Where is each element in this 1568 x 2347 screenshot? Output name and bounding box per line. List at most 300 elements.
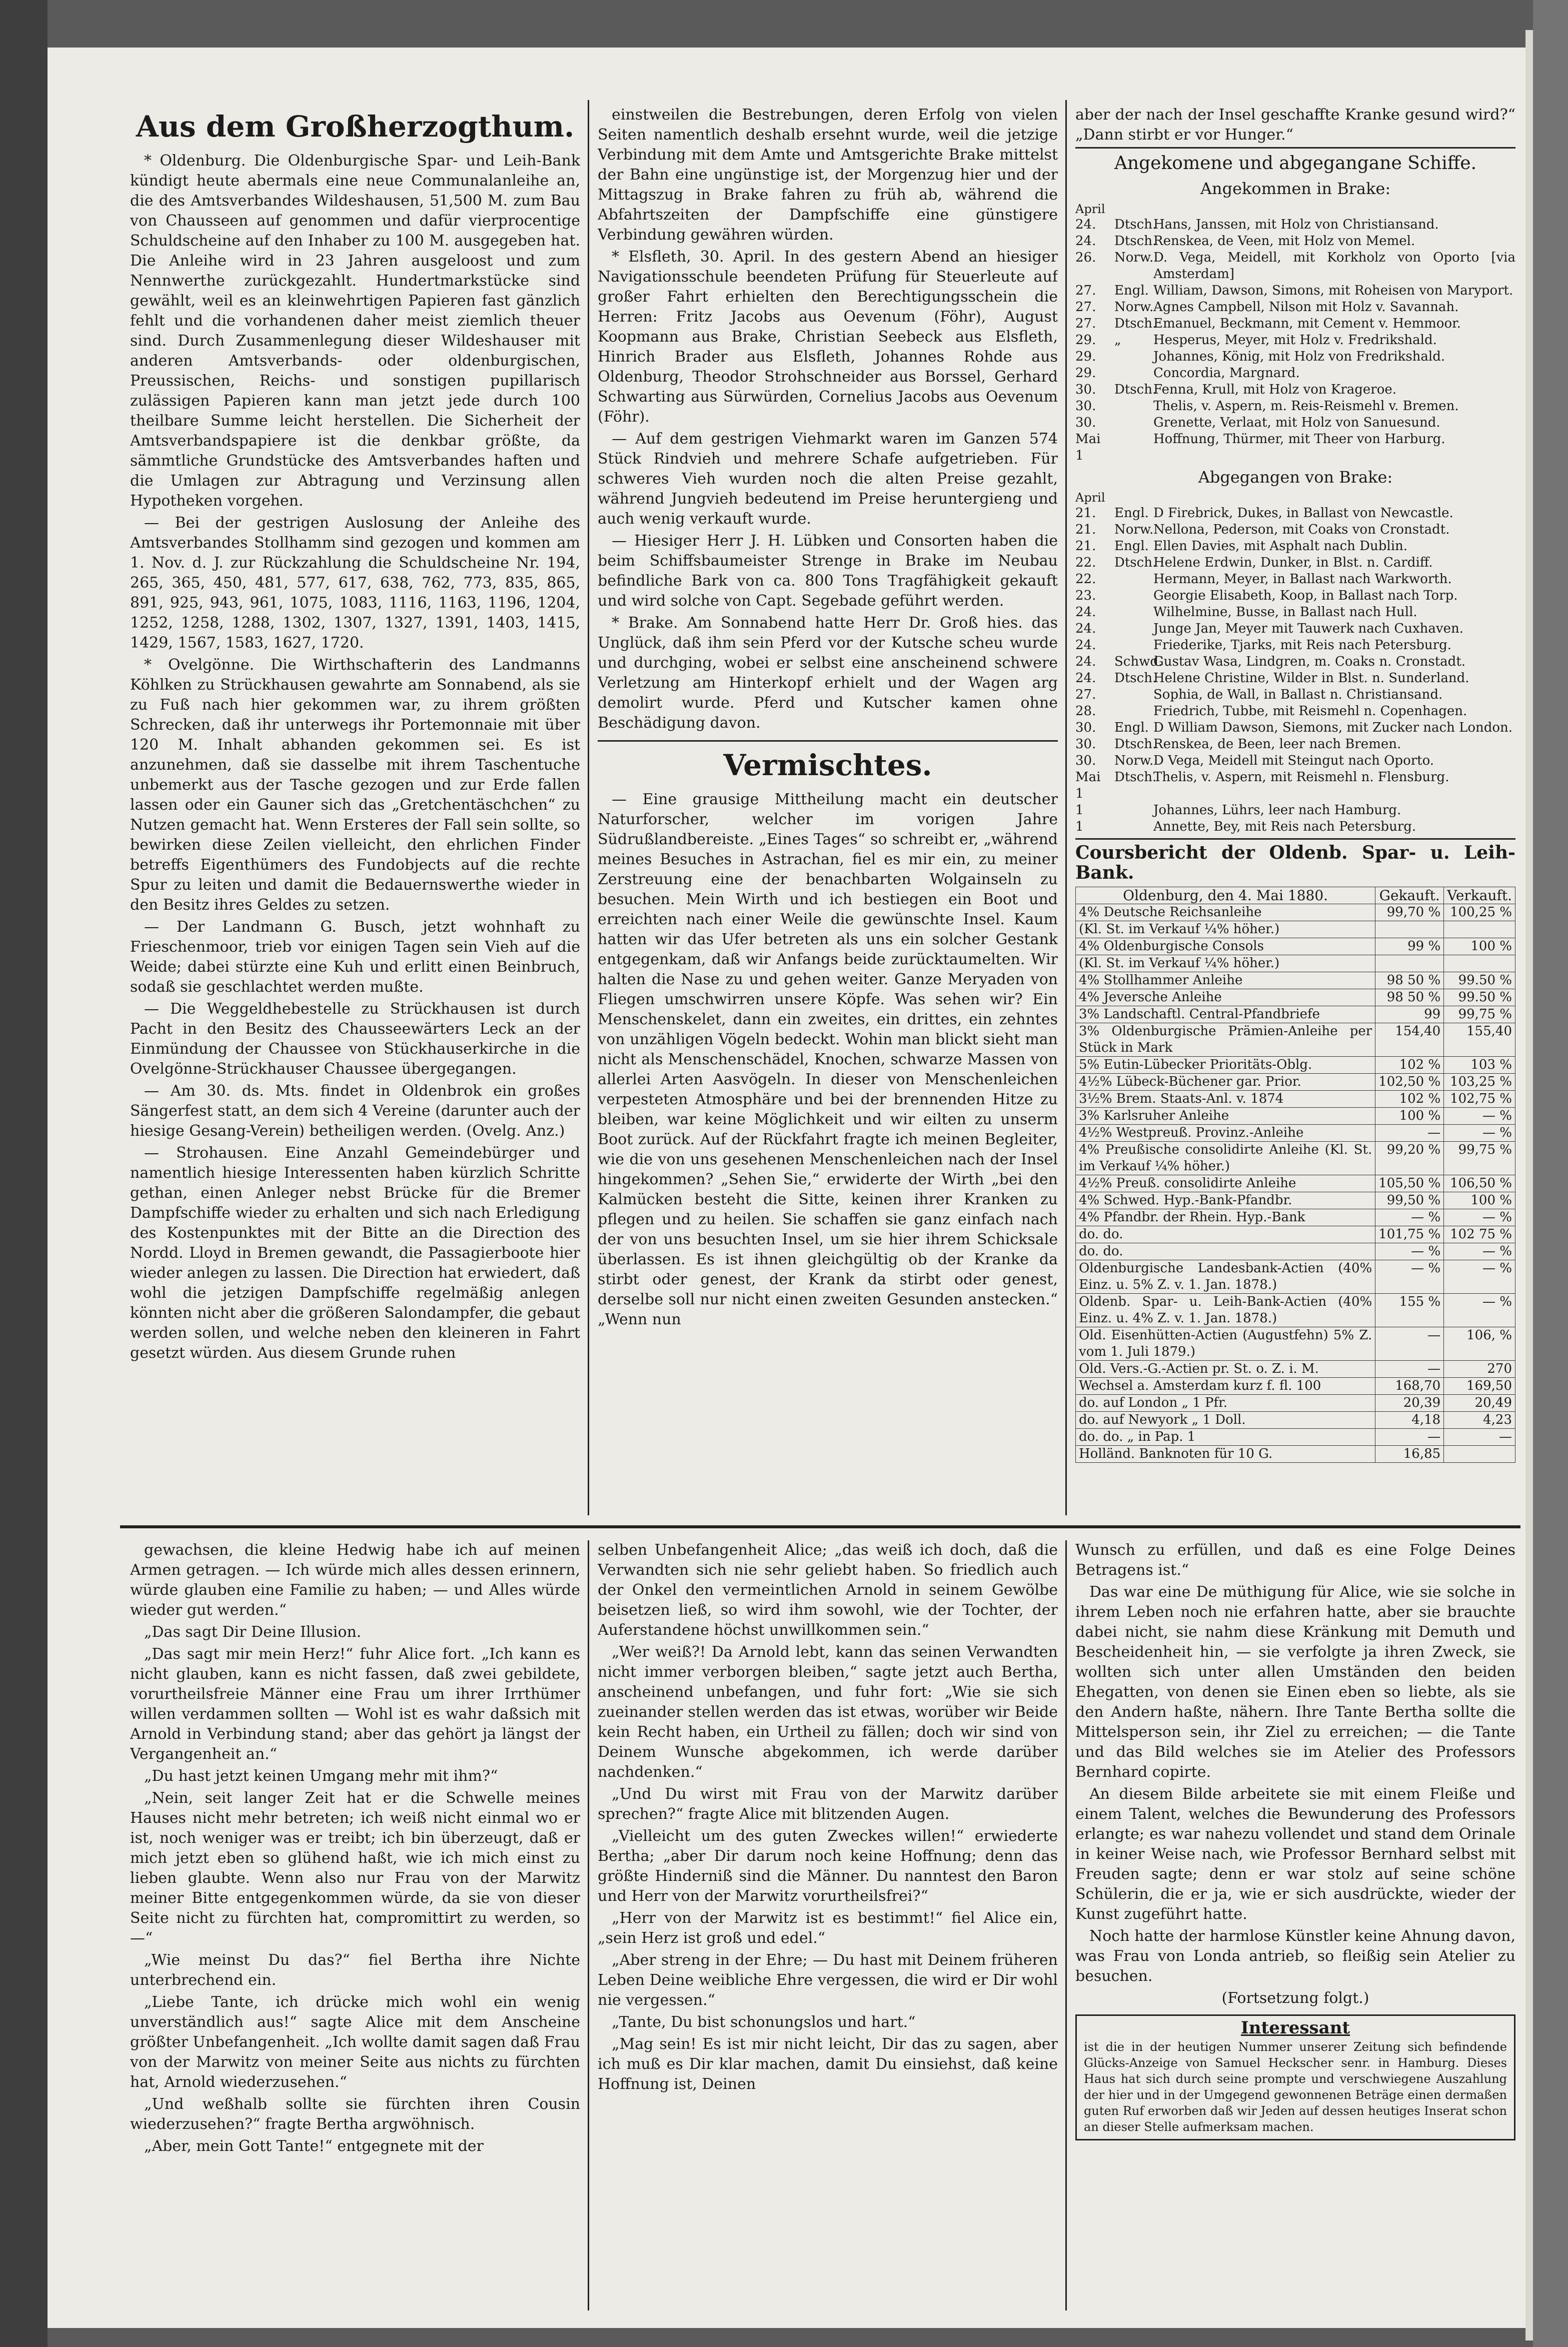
ship-detail: Johannes, Lührs, leer nach Hamburg.	[1153, 803, 1401, 818]
arrived-heading: Angekommen in Brake:	[1200, 179, 1391, 198]
column-rule-4	[1065, 1540, 1067, 2310]
story-paragraph: „Du hast jetzt keinen Umgang mehr mit ihm?“	[144, 1767, 498, 1785]
ship-detail: D William Dawson, Siemons, mit Zucker nach London.	[1153, 720, 1513, 735]
ship-row	[1075, 431, 1515, 464]
ship-date: 29.	[1075, 349, 1096, 364]
kurs-security: Old. Vers.-G.-Actien pr. St. o. Z. i. M.	[1076, 1361, 1375, 1378]
kurs-sold	[1444, 921, 1515, 938]
kurs-header-row	[1076, 887, 1515, 904]
story-paragraph: „Das sagt Dir Deine Illusion.	[144, 1623, 362, 1641]
ship-row	[1075, 571, 1515, 588]
ship-row	[1075, 217, 1515, 233]
kurs-bought: —	[1375, 1125, 1444, 1142]
ship-row	[1075, 769, 1515, 802]
kurs-sold: 100,25 %	[1444, 904, 1515, 921]
kurs-sold: 102 75 %	[1444, 1226, 1515, 1243]
kurs-sold: — %	[1444, 1125, 1515, 1142]
ship-row	[1075, 819, 1515, 835]
kurs-sold: 106,50 %	[1444, 1175, 1515, 1192]
advert-box	[1075, 2014, 1515, 2140]
article-paragraph: — Eine grausige Mittheilung macht ein deutscher Naturforscher, welcher im vorigen Jahre Südrußlandbereiste. „Eines Tages“ so schreibt er, „während meines Besuches in Astrachan, fiel es mir ein, zu meiner Zerstreuung eine der benachbarten Wolgainseln zu besuchen. Mein Wirth und ich bestiegen ein Boot und erreichten nach einer Weile die gewünschte Insel. Kaum hatten wir das Ufer betreten als uns ein solcher Gestank entgegenkam, daß wir Anfangs beide zurücktaumelten. Wir halten die Nase zu und gehen weiter. Ganze Meryaden von Fliegen umschwirren unsere Köpfe. Was sehen wir? Ein Menschenskelet, dann ein zweites, ein drittes, ein zehntes von unzähligen Vögeln bedeckt. Wohin man blickt sieht man nicht als Menschenschädel, Knochen, schwarze Massen von allerlei Arten Aasvögeln. In dieser von Menschenleichen verpesteten Atmosphäre und bei der brennenden Hitze zu bleiben, war keine Möglichkeit und wir eilten zu unserm Boot zurück. Auf der Rückfahrt fragte ich meinen Begleiter, wie die von uns gesehenen Menschenleichen nach der Insel hingekommen? „Sehen Sie,“ erwiderte der Wirth „bei den Kalmücken besteht die Sitte, keinen ihrer Kranken zu pflegen und zu heilen. Sie schaffen sie ganz einfach nach der von uns besuchten Insel, um sie hier ihrem Schicksale überlassen. Es ist ihnen gleichgültig ob der Kranke da stirbt oder genest, der Krank da stirbt oder genest, derselbe soll nur nicht einen zweiten Gesunden anstecken.“ „Wenn nun	[598, 791, 1058, 1328]
kurs-security: Oldenburgische Landesbank-Actien (40% Einz. u. 5% Z. v. 1. Jan. 1878.)	[1076, 1260, 1375, 1294]
kurs-col-sold: Verkauft.	[1444, 887, 1515, 904]
ship-detail: Agnes Campbell, Nilson mit Holz v. Savannah.	[1153, 300, 1459, 315]
ship-detail: Friedrich, Tubbe, mit Reismehl n. Copenhagen.	[1153, 704, 1467, 719]
ship-date: 24.	[1075, 217, 1096, 232]
ship-date: 24.	[1075, 605, 1096, 620]
ship-flag	[1114, 349, 1149, 365]
article-divider	[1075, 147, 1515, 149]
article-paragraph: — Strohausen. Eine Anzahl Gemeindebürger und namentlich hiesige Interessenten haben kürzlich Schritte gethan, einen Anleger nebst Brücke für die Bremer Dampfschiffe wieder zu erhalten und sich nach Erledigung des Kostenpunktes mit der Bitte an die Direction des Nordd. Lloyd in Bremen gewandt, die Passagierboote hier wieder anlegen zu lassen. Die Direction hat erwiedert, daß wohl die jetzigen Dampfschiffe regelmäßig anlegen könnten nicht aber die größeren Salondampfer, die gebaut werden sollen, und welche neben den kleineren in Fahrt gesetzt würden. Aus diesem Grunde ruhen	[130, 1144, 580, 1362]
kurs-security: 4½% Preuß. consolidirte Anleihe	[1076, 1175, 1375, 1192]
ship-row	[1075, 522, 1515, 538]
kurs-bought: 102,50 %	[1375, 1074, 1444, 1091]
ship-flag	[1114, 604, 1149, 621]
ship-date: 29.	[1075, 333, 1096, 348]
ship-flag: Dtsch.	[1114, 234, 1157, 249]
kurs-sold: 20,49	[1444, 1395, 1515, 1412]
feuilleton-column-1	[130, 1540, 580, 2310]
ship-date: Mai 1	[1075, 770, 1101, 801]
article-paragraph: aber der nach der Insel geschaffte Kranke gesund wird?“ „Dann stirbt er vor Hunger.“	[1075, 106, 1515, 144]
ship-row	[1075, 802, 1515, 819]
ship-row	[1075, 720, 1515, 736]
story-paragraph: „Nein, seit langer Zeit hat er die Schwelle meines Hauses nicht mehr betreten; ich weiß nicht einmal wo er ist, noch weniger was er treibt; ich bin überzeugt, daß er mich jetzt eben so glühend haßt, wie ich mich einst zu lieben glaubte. Wenn also nur Frau von der Marwitz meiner Bitte entgegenkommen würde, da sie von dieser Seite nicht zu fürchten hat, compromittirt zu werden, so —“	[130, 1789, 580, 1947]
article-divider	[598, 740, 1058, 742]
ship-detail: Hermann, Meyer, in Ballast nach Warkworth.	[1153, 572, 1452, 587]
ship-detail: D Vega, Meidell mit Steingut nach Oporto.	[1153, 753, 1434, 768]
story-paragraph: „Aber streng in der Ehre; — Du hast mit Deinem früheren Leben Deine weibliche Ehre vergessen, die wird er Dir wohl nie vergessen.“	[598, 1951, 1058, 2009]
ship-flag: „	[1114, 333, 1121, 348]
ship-date: 30.	[1075, 382, 1096, 397]
kurs-row	[1076, 1327, 1515, 1361]
kurs-sold: 102,75 %	[1444, 1091, 1515, 1108]
kurs-security: 4% Stollhammer Anleihe	[1076, 972, 1375, 989]
ship-flag: Dtsch.	[1114, 217, 1157, 232]
kurs-bought: — %	[1375, 1209, 1444, 1226]
ship-row	[1075, 703, 1515, 720]
ship-date: 30.	[1075, 415, 1096, 430]
ship-flag: Engl.	[1114, 283, 1149, 298]
ship-detail: Fenna, Krull, mit Holz von Krageroe.	[1153, 382, 1397, 397]
ship-detail: Grenette, Verlaat, mit Holz von Sanuesund.	[1153, 415, 1440, 430]
kurs-security: 3% Karlsruher Anleihe	[1076, 1108, 1375, 1125]
kurs-security: (Kl. St. im Verkauf ¼% höher.)	[1076, 921, 1375, 938]
kurs-bought: 98 50 %	[1375, 989, 1444, 1006]
kurs-security: 3% Landschaftl. Central-Pfandbriefe	[1076, 1006, 1375, 1023]
ship-row	[1075, 687, 1515, 703]
article-paragraph: — Die Weggeldhebestelle zu Strückhausen ist durch Pacht in den Besitz des Chausseewärters Leck an der Einmündung der Chaussee von Stückhauserkirche in die Ovelgönne-Strückhauser Chaussee übergegangen.	[130, 1000, 580, 1078]
kurs-sold: 100 %	[1444, 938, 1515, 955]
ship-row	[1075, 621, 1515, 637]
ship-flag	[1114, 802, 1149, 819]
ship-flag: Dtsch.	[1114, 316, 1157, 331]
ship-flag: Schwd.	[1114, 654, 1163, 669]
story-paragraph: „Tante, Du bist schonungslos und hart.“	[612, 2013, 916, 2031]
to-be-continued: (Fortsetzung folgt.)	[1221, 1989, 1369, 2007]
ship-row	[1075, 415, 1515, 431]
ship-date: 30.	[1075, 399, 1096, 414]
ship-date: 22.	[1075, 572, 1096, 587]
kurs-security: do. auf London „ 1 Pfr.	[1076, 1395, 1375, 1412]
ship-flag: Norw.	[1114, 300, 1154, 315]
ship-row	[1075, 349, 1515, 365]
kurs-sold: 169,50	[1444, 1378, 1515, 1395]
kurs-sold	[1444, 1446, 1515, 1463]
kurs-security: (Kl. St. im Verkauf ¼% höher.)	[1076, 955, 1375, 972]
kurs-bought: 20,39	[1375, 1395, 1444, 1412]
ship-row	[1075, 604, 1515, 621]
ship-date: 29.	[1075, 366, 1096, 381]
ship-date: Mai 1	[1075, 432, 1101, 463]
kurs-row	[1076, 921, 1515, 938]
kurs-sold	[1444, 955, 1515, 972]
ship-flag	[1114, 703, 1149, 720]
kurs-row	[1076, 1074, 1515, 1091]
ship-row	[1075, 555, 1515, 571]
kurs-bought: 4,18	[1375, 1412, 1444, 1429]
kurs-security: 4% Preußische consolidirte Anleihe (Kl. St. im Verkauf ¼% höher.)	[1076, 1142, 1375, 1175]
ship-flag	[1114, 621, 1149, 637]
article-paragraph: — Am 30. ds. Mts. findet in Oldenbrok ein großes Sängerfest statt, an dem sich 4 Vereine (darunter auch der hiesige Gesang-Verein) betheiligen werden. (Ovelg. Anz.)	[130, 1082, 580, 1140]
kurs-security: 4½% Westpreuß. Provinz.-Anleihe	[1076, 1125, 1375, 1142]
kurs-security: 4% Deutsche Reichsanleihe	[1076, 904, 1375, 921]
ship-detail: D Firebrick, Dukes, in Ballast von Newcastle.	[1153, 506, 1453, 521]
kurs-row	[1076, 1209, 1515, 1226]
ship-date: 24.	[1075, 654, 1096, 669]
kurs-sold: 99,75 %	[1444, 1006, 1515, 1023]
ship-flag: Engl.	[1114, 720, 1149, 735]
ship-detail: Concordia, Margnard.	[1153, 366, 1300, 381]
kurs-row	[1076, 904, 1515, 921]
kurs-row	[1076, 1175, 1515, 1192]
ship-detail: Sophia, de Wall, in Ballast n. Christiansand.	[1153, 687, 1443, 702]
ship-row	[1075, 382, 1515, 398]
story-paragraph: „Und weßhalb sollte sie fürchten ihren Cousin wiederzusehen?“ fragte Bertha argwöhnisch.	[130, 2095, 580, 2133]
kurs-bought: 101,75 %	[1375, 1226, 1444, 1243]
kurs-date: Oldenburg, den 4. Mai 1880.	[1076, 887, 1375, 904]
kurs-sold: 103 %	[1444, 1057, 1515, 1074]
kurs-bought: 105,50 %	[1375, 1175, 1444, 1192]
ship-detail: Junge Jan, Meyer mit Tauwerk nach Cuxhaven.	[1153, 621, 1463, 636]
column-rule-1	[588, 100, 589, 1515]
ship-row	[1075, 670, 1515, 687]
book-spine	[0, 0, 48, 2347]
ship-detail: Helene Erdwin, Dunker, in Blst. n. Cardiff.	[1153, 555, 1433, 570]
kurs-title: Coursbericht der Oldenb. Spar- u. Leih-Bank.	[1075, 842, 1515, 883]
ship-detail: Johannes, König, mit Holz von Fredrikshald.	[1153, 349, 1445, 364]
ship-flag: Dtsch.	[1114, 555, 1157, 570]
departed-heading: Abgegangen von Brake:	[1198, 468, 1393, 487]
kurs-bought: 99,50 %	[1375, 1192, 1444, 1209]
advert-text: ist die in der heutigen Nummer unserer Zeitung sich befindende Glücks-Anzeige von Samuel Heckscher senr. in Hamburg. Dieses Haus hat sich durch seine prompte und verschwiegene Auszahlung der hier und in der Umgegend gewonnenen Beträge einen dermaßen guten Ruf erworben daß wir Jeden auf dessen heutiges Inserat schon an dieser Stelle aufmerksam machen.	[1084, 2040, 1507, 2134]
ship-detail: Wilhelmine, Busse, in Ballast nach Hull.	[1153, 605, 1417, 620]
ship-flag: Norw.	[1114, 250, 1154, 265]
kurs-row	[1076, 1142, 1515, 1175]
kurs-bought: —	[1375, 1361, 1444, 1378]
story-paragraph: „Aber, mein Gott Tante!“ entgegnete mit der	[144, 2137, 484, 2155]
kurs-security: 3% Oldenburgische Prämien-Anleihe per Stück in Mark	[1076, 1023, 1375, 1057]
ship-date: 30.	[1075, 753, 1096, 768]
ship-row	[1075, 736, 1515, 753]
departed-month: April	[1075, 491, 1105, 505]
ship-date: 21.	[1075, 539, 1096, 554]
kurs-row	[1076, 1260, 1515, 1294]
kurs-bought: 99,20 %	[1375, 1142, 1444, 1175]
feuilleton-column-3	[1075, 1540, 1515, 2310]
ship-date: 23.	[1075, 588, 1096, 603]
column-3	[1075, 105, 1515, 1520]
kurs-security: 3½% Brem. Staats-Anl. v. 1874	[1076, 1091, 1375, 1108]
ship-row	[1075, 365, 1515, 382]
ship-date: 26.	[1075, 250, 1096, 265]
ship-flag: Dtsch.	[1114, 382, 1157, 397]
kurs-row	[1076, 972, 1515, 989]
article-paragraph: — Auf dem gestrigen Viehmarkt waren im Ganzen 574 Stück Rindvieh und mehrere Schafe aufgetrieben. Für schweres Vieh wurden noch die alten Preise gezahlt, während Jungvieh bedeutend im Preise heruntergieng und auch wenig verkauft wurde.	[598, 430, 1058, 528]
kurs-security: do. do.	[1076, 1226, 1375, 1243]
kurs-sold: — %	[1444, 1294, 1515, 1327]
kurs-security: Oldenb. Spar- u. Leih-Bank-Actien (40% Einz. u. 4% Z. v. 1. Jan. 1878.)	[1076, 1294, 1375, 1327]
kurs-bought: — %	[1375, 1260, 1444, 1294]
kurs-sold: 4,23	[1444, 1412, 1515, 1429]
ship-date: 27.	[1075, 300, 1096, 315]
kurs-bought: 100 %	[1375, 1108, 1444, 1125]
ship-detail: Thelis, v. Aspern, m. Reis-Reismehl v. Bremen.	[1153, 399, 1459, 414]
ship-date: 30.	[1075, 720, 1096, 735]
kurs-bought: — %	[1375, 1243, 1444, 1260]
kurs-bought: 99	[1375, 1006, 1444, 1023]
ship-row	[1075, 505, 1515, 522]
ship-detail: Emanuel, Beckmann, mit Cement v. Hemmoor.	[1153, 316, 1461, 331]
ship-date: 24.	[1075, 638, 1096, 653]
article-paragraph: * Oldenburg. Die Oldenburgische Spar- und Leih-Bank kündigt heute abermals eine neue Communalanleihe an, die des Amtsverbandes Wildeshausen, 51,500 M. zum Bau von Chausseen auf genommen und dafür vierprocentige Schuldscheine auf den Inhaber zu 100 M. ausgegeben hat. Die Anleihe wird in 23 Jahren ausgeloost und zum Nennwerthe zurückgezahlt. Hundertmarkstücke sind gewählt, weil es an kleinwehrtigen Papieren fast gänzlich fehlt und die vorhandenen daher meist ziemlich theuer sind. Durch Zusammenlegung dieser Wildeshauser mit anderen Amtsverbands- oder oldenburgischen, Preussischen, Reichs- und sonstigen pupillarisch zulässigen Papieren kann man jetzt jede durch 100 theilbare Summe leicht herstellen. Die Sicherheit der Amtsverbandspapiere ist die denkbar größte, da sämmtliche Grundstücke des Amtsverbandes haften und die Umlagen zur Abtragung und Verzinsung allen Hypotheken vorgehen.	[130, 152, 580, 510]
kurs-security: do. do. „ in Pap. 1	[1076, 1429, 1375, 1446]
ship-row	[1075, 332, 1515, 349]
kurs-row	[1076, 1125, 1515, 1142]
arrived-ship-list	[1075, 217, 1515, 464]
story-paragraph: „Wer weiß?! Da Arnold lebt, kann das seinen Verwandten nicht immer verborgen bleiben,“ sagte jetzt auch Bertha, anscheinend unbefangen, und fuhr fort: „Wie sie sich zueinander stellen werden das ist etwas, worüber wir Beide kein Recht haben, ein Urtheil zu fällen; doch wir sind von Deinem Wunsche abgekommen, ich werde darüber nachdenken.“	[598, 1643, 1058, 1781]
kurs-bought: 98 50 %	[1375, 972, 1444, 989]
ship-flag: Norw.	[1114, 753, 1154, 768]
column-rule-3	[588, 1540, 589, 2310]
ship-detail: D. Vega, Meidell, mit Korkholz von Oporto [via Amsterdam]	[1153, 250, 1515, 282]
ship-detail: Renskea, de Been, leer nach Bremen.	[1153, 737, 1401, 752]
kurs-sold: 99.50 %	[1444, 972, 1515, 989]
kurs-row	[1076, 955, 1515, 972]
kurs-security: Wechsel a. Amsterdam kurz f. fl. 100	[1076, 1378, 1375, 1395]
ship-detail: Thelis, v. Aspern, mit Reismehl n. Flensburg.	[1153, 770, 1449, 785]
ship-flag	[1114, 415, 1149, 431]
ship-detail: Friederike, Tjarks, mit Reis nach Petersburg.	[1153, 638, 1452, 653]
ship-date: 28.	[1075, 704, 1096, 719]
story-paragraph: „Wie meinst Du das?“ fiel Bertha ihre Nichte unterbrechend ein.	[130, 1951, 580, 1989]
kurs-security: Old. Eisenhütten-Actien (Augustfehn) 5% Z. vom 1. Juli 1879.)	[1076, 1327, 1375, 1361]
kurs-row	[1076, 1243, 1515, 1260]
ship-detail: William, Dawson, Simons, mit Roheisen von Maryport.	[1153, 283, 1513, 298]
ship-detail: Nellona, Pederson, mit Coaks von Cronstadt.	[1153, 522, 1450, 537]
kurs-sold: 99,75 %	[1444, 1142, 1515, 1175]
ship-date: 27.	[1075, 316, 1096, 331]
kurs-row	[1076, 1057, 1515, 1074]
ship-flag: Dtsch.	[1114, 737, 1157, 752]
article-paragraph: — Hiesiger Herr J. H. Lübken und Consorten haben die beim Schiffsbaumeister Strenge in Brake im Neubau befindliche Bark von ca. 800 Tons Tragfähigkeit gekauft und wird solche von Capt. Segebade geführt werden.	[598, 532, 1058, 610]
kurs-bought: —	[1375, 1327, 1444, 1361]
kurs-sold: — %	[1444, 1260, 1515, 1294]
feuilleton-column-2	[598, 1540, 1058, 2310]
ship-date: 1	[1075, 803, 1084, 818]
kurs-row	[1076, 1361, 1515, 1378]
kurs-security: 4% Pfandbr. der Rhein. Hyp.-Bank	[1076, 1209, 1375, 1226]
kurs-bought: 16,85	[1375, 1446, 1444, 1463]
ship-row	[1075, 299, 1515, 316]
article-paragraph: einstweilen die Bestrebungen, deren Erfolg von vielen Seiten namentlich deshalb ersehnt wurde, weil die jetzige Verbindung mit dem Amte und Amtsgerichte Brake mittelst der Bahn eine ungünstige ist, der Morgenzug hier und der Mittagszug in Brake fahren zu früh ab, während die Abfahrtszeiten der Dampfschiffe eine günstigere Verbindung gewähren würden.	[598, 106, 1058, 244]
kurs-security: 4½% Lübeck-Büchener gar. Prior.	[1076, 1074, 1375, 1091]
kurs-bought: 102 %	[1375, 1091, 1444, 1108]
story-paragraph: gewachsen, die kleine Hedwig habe ich auf meinen Armen getragen. — Ich würde mich alles dessen erinnern, würde glauben eine Familie zu haben; — und Alles würde wieder gut werden.“	[130, 1541, 580, 1619]
kurs-bought: 168,70	[1375, 1378, 1444, 1395]
kurs-bought: 154,40	[1375, 1023, 1444, 1057]
ship-detail: Annette, Bey, mit Reis nach Petersburg.	[1153, 819, 1416, 834]
story-paragraph: Das war eine De müthigung für Alice, wie sie solche in ihrem Leben noch nie erfahren hatte, aber sie brauchte dabei nicht, sie nahm diese Kränkung mit Demuth und Bescheidenheit hin, — sie verfolgte ja ihren Zweck, sie wollten sich unter allen Umständen den beiden Ehegatten, von denen sie Einen eben so liebte, als sie den Andern haßte, nähern. Ihre Tante Bertha sollte die Mittelsperson sein, ihr Ziel zu erreichen; — die Tante und das Bild welches sie im Atelier des Professors Bernhard copirte.	[1075, 1583, 1515, 1781]
ship-flag: Norw.	[1114, 522, 1154, 537]
story-paragraph: „Und Du wirst mit Frau von der Marwitz darüber sprechen?“ fragte Alice mit blitzenden Augen.	[598, 1785, 1058, 1823]
kurs-sold: — %	[1444, 1243, 1515, 1260]
ship-row	[1075, 753, 1515, 769]
story-paragraph: selben Unbefangenheit Alice; „das weiß ich doch, daß die Verwandten sich nie sehr geliebt haben. So friedlich auch der Onkel den vermeintlichen Arnold in seinem Gewölbe beisetzen ließ, so wird ihm sowohl, wie der Tochter, der Auferstandene höchst unwillkommen sein.“	[598, 1541, 1058, 1639]
kurs-row	[1076, 1192, 1515, 1209]
ship-flag: Engl.	[1114, 539, 1149, 554]
article-paragraph: — Der Landmann G. Busch, jetzt wohnhaft zu Frieschenmoor, trieb vor einigen Tagen sein Vieh auf die Weide; dabei stürzte eine Kuh und erlitt einen Beinbruch, sodaß sie geschlachtet werden mußte.	[130, 918, 580, 996]
ship-row	[1075, 283, 1515, 299]
ship-flag	[1114, 431, 1149, 464]
kurs-bought: 99 %	[1375, 938, 1444, 955]
ship-detail: Georgie Elisabeth, Koop, in Ballast nach Torp.	[1153, 588, 1458, 603]
column-rule-2	[1065, 100, 1067, 1515]
section-heading-grossherzogthum: Aus dem Großherzogthum.	[136, 110, 575, 144]
ship-flag: Dtsch.	[1114, 671, 1157, 686]
kurs-row	[1076, 1006, 1515, 1023]
ship-row	[1075, 398, 1515, 415]
kurs-col-bought: Gekauft.	[1375, 887, 1444, 904]
kurs-row	[1076, 1412, 1515, 1429]
ship-date: 1	[1075, 819, 1084, 834]
ship-row	[1075, 588, 1515, 604]
kurs-bought: 99,70 %	[1375, 904, 1444, 921]
article-paragraph: — Bei der gestrigen Auslosung der Anleihe des Amtsverbandes Stollhamm sind gezogen und kommen am 1. Nov. d. J. zur Rückzahlung die Schuldscheine Nr. 194, 265, 365, 450, 481, 577, 617, 638, 762, 773, 835, 865, 891, 925, 943, 961, 1075, 1083, 1116, 1163, 1196, 1204, 1252, 1258, 1288, 1302, 1307, 1327, 1391, 1403, 1415, 1429, 1567, 1583, 1627, 1720.	[130, 514, 580, 652]
ship-row	[1075, 233, 1515, 250]
section-divider	[120, 1525, 1520, 1528]
ship-row	[1075, 250, 1515, 283]
ship-flag	[1114, 571, 1149, 588]
story-paragraph: „Liebe Tante, ich drücke mich wohl ein wenig unverständlich aus!“ sagte Alice mit dem Anscheine größter Unbefangenheit. „Ich wollte damit sagen daß Frau von der Marwitz von meiner Seite aus nichts zu fürchten hat, Arnold wiederzusehen.“	[130, 1993, 580, 2091]
kurs-bought: 102 %	[1375, 1057, 1444, 1074]
kurs-bought	[1375, 921, 1444, 938]
story-paragraph: „Mag sein! Es ist mir nicht leicht, Dir das zu sagen, aber ich muß es Dir klar machen, damit Du einsiehst, daß keine Hoffnung ist, Deinen	[598, 2035, 1058, 2093]
ship-row	[1075, 316, 1515, 332]
ship-flag: Dtsch.	[1114, 770, 1157, 785]
kurs-security: 4% Schwed. Hyp.-Bank-Pfandbr.	[1076, 1192, 1375, 1209]
ship-flag	[1114, 398, 1149, 415]
article-paragraph: * Elsfleth, 30. April. In des gestern Abend an hiesiger Navigationsschule beendeten Prüfung für Steuerleute auf großer Fahrt erhielten den Berechtigungsschein die Herren: Fritz Jacobs aus Oevenum (Föhr), August Koopmann aus Brake, Christian Seebeck aus Elsfleth, Hinrich Brader aus Elsfleth, Johannes Rohde aus Oldenburg, Theodor Strohschneider aus Borssel, Gerhard Schwarting aus Sürwürden, Cornelius Jacobs aus Oevenum (Föhr).	[598, 248, 1058, 426]
article-paragraph: * Brake. Am Sonnabend hatte Herr Dr. Groß hies. das Unglück, daß ihm sein Pferd vor der Kutsche scheu wurde und durchging, wobei er selbst eine anscheinend schwere Verletzung am Hinterkopf erhielt und der Wagen arg demolirt wurde. Pferd und Kutscher kamen ohne Beschädigung davon.	[598, 614, 1058, 732]
ship-row	[1075, 654, 1515, 670]
story-paragraph: Noch hatte der harmlose Künstler keine Ahnung davon, was Frau von Londa antrieb, so fleißig sein Atelier zu besuchen.	[1075, 1927, 1515, 1985]
kurs-sold: 100 %	[1444, 1192, 1515, 1209]
kurs-security: 4% Oldenburgische Consols	[1076, 938, 1375, 955]
departed-ship-list	[1075, 505, 1515, 835]
section-heading-vermischtes: Vermischtes.	[723, 748, 932, 782]
kurs-row	[1076, 1091, 1515, 1108]
ship-date: 24.	[1075, 621, 1096, 636]
ship-date: 21.	[1075, 506, 1096, 521]
ship-flag: Engl.	[1114, 506, 1149, 521]
kurs-row	[1076, 938, 1515, 955]
ship-flag	[1114, 819, 1149, 835]
kurs-sold: 99.50 %	[1444, 989, 1515, 1006]
kurs-sold: 106, %	[1444, 1327, 1515, 1361]
story-paragraph: „Vielleicht um des guten Zweckes willen!“ erwiederte Bertha; „aber Dir darum noch keine Hoffnung; denn das größte Hinderniß sind die Männer. Du nanntest den Baron und Herr von der Marwitz vorurtheilsfrei?“	[598, 1827, 1058, 1905]
ship-detail: Ellen Davies, mit Asphalt nach Dublin.	[1153, 539, 1408, 554]
ship-detail: Gustav Wasa, Lindgren, m. Coaks n. Cronstadt.	[1153, 654, 1466, 669]
kurs-table	[1075, 887, 1515, 1463]
ships-heading: Angekomene und abgegangane Schiffe.	[1114, 153, 1477, 174]
advert-title: Interessant	[1240, 2018, 1350, 2038]
ship-flag	[1114, 637, 1149, 654]
article-divider	[1075, 838, 1515, 840]
kurs-row	[1076, 1226, 1515, 1243]
column-2	[598, 105, 1058, 1520]
kurs-sold: 155,40	[1444, 1023, 1515, 1057]
ship-date: 27.	[1075, 283, 1096, 298]
arrived-month: April	[1075, 202, 1105, 216]
ship-date: 30.	[1075, 737, 1096, 752]
kurs-row	[1076, 1023, 1515, 1057]
kurs-row	[1076, 1294, 1515, 1327]
story-paragraph: An diesem Bilde arbeitete sie mit einem Fleiße und einem Talent, welches die Bewunderung des Professors erlangte; es war nahezu vollendet und stand dem Orinale in keiner Weise nach, wie Professor Bernhard selbst mit Freuden sagte; denn er war stolz auf seine schöne Schülerin, die er ja, wie er sich ausdrückte, wieder der Kunst zugeführt hatte.	[1075, 1785, 1515, 1923]
ship-detail: Hans, Janssen, mit Holz von Christiansand.	[1153, 217, 1439, 232]
article-paragraph: * Ovelgönne. Die Wirthschafterin des Landmanns Köhlken zu Strückhausen gewahrte am Sonnabend, als sie zu Fuß nach hier gekommen war, zu ihrem größten Schrecken, daß ihr unterwegs ihr Portemonnaie mit über 120 M. Inhalt abhanden gekommen sei. Es ist anzunehmen, daß sie dasselbe mit ihrem Taschentuche unbemerkt aus der Tasche gezogen und zur Erde fallen lassen oder ein Gauner sich das „Gretchentäschchen“ zu Nutzen gemacht hat. Wenn Ersteres der Fall sein sollte, so bewirken diese Zeilen vielleicht, den ehrlichen Finder betreffs Eigenthümers des Fundobjects auf die rechte Spur zu leiten und damit die Bedauernswerthe wieder in den Besitz ihres Geldes zu setzen.	[130, 656, 580, 914]
story-paragraph: Wunsch zu erfüllen, und daß es eine Folge Deines Betragens ist.“	[1075, 1541, 1515, 1579]
kurs-bought: —	[1375, 1429, 1444, 1446]
kurs-bought	[1375, 955, 1444, 972]
kurs-security: 5% Eutin-Lübecker Prioritäts-Oblg.	[1076, 1057, 1375, 1074]
right-binding-edge	[1533, 0, 1568, 2347]
kurs-sold: 103,25 %	[1444, 1074, 1515, 1091]
ship-flag	[1114, 588, 1149, 604]
kurs-row	[1076, 1446, 1515, 1463]
kurs-sold: 270	[1444, 1361, 1515, 1378]
ship-date: 21.	[1075, 522, 1096, 537]
kurs-sold: —	[1444, 1429, 1515, 1446]
ship-date: 24.	[1075, 671, 1096, 686]
ship-detail: Renskea, de Veen, mit Holz von Memel.	[1153, 234, 1415, 249]
kurs-security: Holländ. Banknoten für 10 G.	[1076, 1446, 1375, 1463]
kurs-sold: — %	[1444, 1209, 1515, 1226]
kurs-row	[1076, 1108, 1515, 1125]
ship-detail: Helene Christine, Wilder in Blst. n. Sunderland.	[1153, 671, 1469, 686]
ship-flag	[1114, 365, 1149, 382]
column-1	[130, 105, 580, 1520]
kurs-security: do. auf Newyork „ 1 Doll.	[1076, 1412, 1375, 1429]
ship-date: 24.	[1075, 234, 1096, 249]
kurs-row	[1076, 1378, 1515, 1395]
kurs-sold: — %	[1444, 1108, 1515, 1125]
kurs-row	[1076, 1429, 1515, 1446]
ship-date: 27.	[1075, 687, 1096, 702]
ship-detail: Hoffnung, Thürmer, mit Theer von Harburg.	[1153, 432, 1445, 447]
ship-detail: Hesperus, Meyer, mit Holz v. Fredrikshald.	[1153, 333, 1437, 348]
ship-row	[1075, 637, 1515, 654]
